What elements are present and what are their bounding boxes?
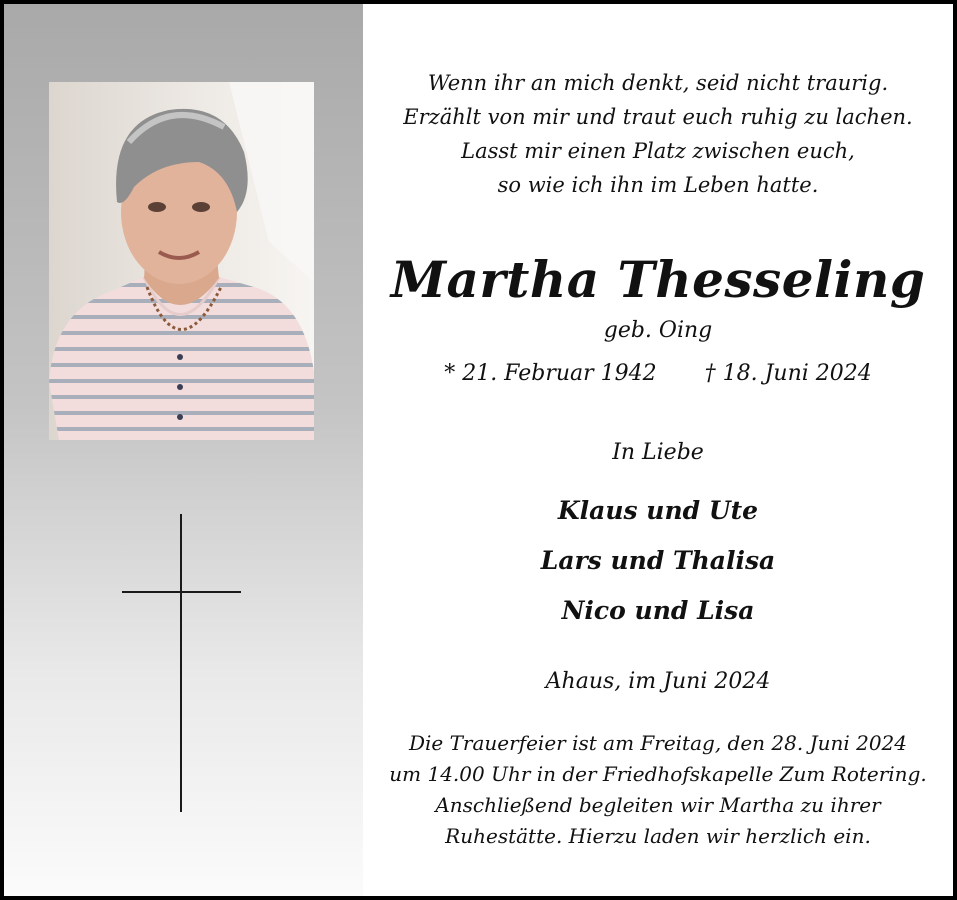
left-panel	[4, 4, 363, 896]
service-line: um 14.00 Uhr in der Friedhofskapelle Zum Rotering.	[389, 762, 927, 786]
birth-date: * 21. Februar 1942	[444, 361, 657, 386]
service-line: Die Trauerfeier ist am Freitag, den 28. Juni 2024	[408, 731, 908, 755]
portrait-photo	[49, 82, 314, 440]
poem-line: Erzählt von mir und traut euch ruhig zu lachen.	[403, 105, 913, 129]
cross-bar	[122, 591, 241, 593]
service-line: Ruhestätte. Hierzu laden wir herzlich ein.	[445, 824, 871, 848]
deceased-name: Martha Thesseling	[390, 250, 926, 309]
poem-line: Wenn ihr an mich denkt, seid nicht traurig.	[427, 71, 889, 95]
mourner-entry: Klaus und Ute	[557, 496, 759, 525]
death-date: † 18. Juni 2024	[704, 361, 872, 386]
poem	[363, 66, 953, 202]
life-dates	[363, 358, 953, 390]
cross-icon	[180, 514, 182, 812]
mourner-entry: Lars und Thalisa	[540, 546, 776, 575]
service-line: Anschließend begleiten wir Martha zu ihrer	[435, 793, 881, 817]
maiden-name: geb. Oing	[603, 318, 713, 343]
place-date: Ahaus, im Juni 2024	[545, 669, 771, 694]
in-love-heading: In Liebe	[612, 440, 704, 465]
poem-line: so wie ich ihn im Leben hatte.	[497, 173, 819, 197]
obituary-notice	[4, 4, 953, 896]
mourner-entry: Nico und Lisa	[561, 596, 755, 625]
mourners-list	[363, 486, 953, 636]
poem-line: Lasst mir einen Platz zwischen euch,	[461, 139, 855, 163]
service-info	[363, 728, 953, 852]
text-panel	[363, 4, 953, 896]
